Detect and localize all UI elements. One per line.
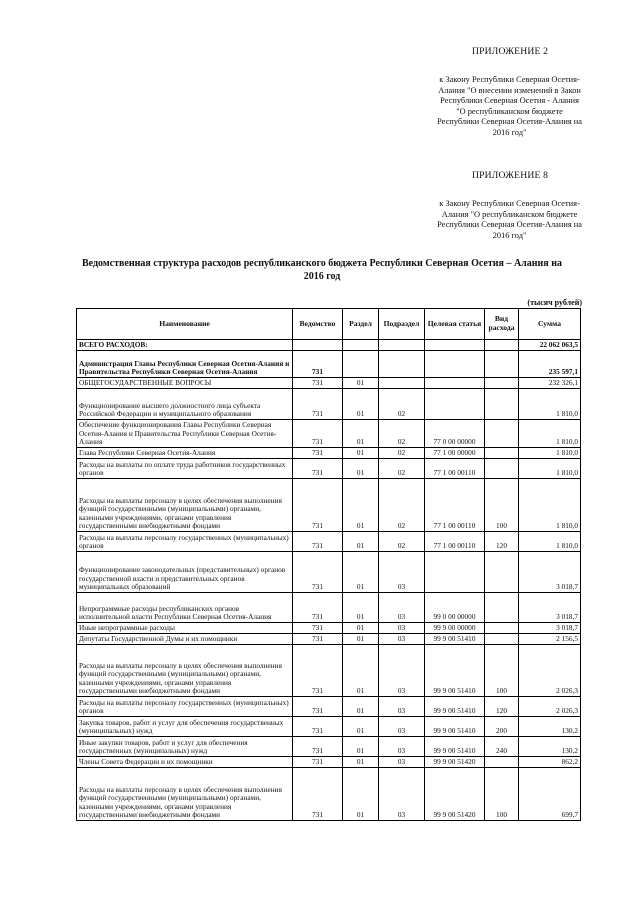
cell-section: 01 — [343, 378, 379, 389]
cell-amount: 1 810,0 — [519, 389, 581, 420]
cell-target-article — [425, 552, 485, 593]
header-subsection: Подраздел — [379, 309, 425, 340]
cell-expense-type: 100 — [485, 645, 519, 697]
cell-name: Иные непрограммные расходы — [77, 623, 293, 634]
table-row — [77, 552, 581, 593]
cell-name: Расходы на выплаты персоналу в целях обеспечения выполнения функций государственными (муниципальными) органами, казенными учреждениями, органами управления государственными внебюджетными фондами — [77, 645, 293, 697]
cell-expense-type: 200 — [485, 717, 519, 737]
cell-subsection: 02 — [379, 459, 425, 479]
table-row — [77, 532, 581, 552]
cell-subsection: 03 — [379, 768, 425, 821]
cell-target-article: 99 0 00 00000 — [425, 593, 485, 623]
cell-amount: 1 810,0 — [519, 420, 581, 448]
cell-section: 01 — [343, 757, 379, 768]
cell-department: 731 — [293, 479, 343, 532]
cell-amount: 3 018,7 — [519, 593, 581, 623]
cell-expense-type — [485, 351, 519, 378]
table-row — [77, 420, 581, 448]
cell-expense-type — [485, 623, 519, 634]
cell-target-article — [425, 351, 485, 378]
cell-amount: 1 810,0 — [519, 479, 581, 532]
cell-subsection: 02 — [379, 420, 425, 448]
cell-section: 01 — [343, 634, 379, 645]
table-row — [77, 459, 581, 479]
cell-department: 731 — [293, 623, 343, 634]
table-header-row — [77, 309, 581, 340]
cell-name: Расходы на выплаты по оплате труда работников государственных органов — [77, 459, 293, 479]
cell-section: 01 — [343, 459, 379, 479]
cell-name: Администрация Главы Республики Северная Осетия-Алания и Правительства Республики Северная Осетия-Алания — [77, 351, 293, 378]
cell-department: 731 — [293, 459, 343, 479]
appendix-2-line: Республики Северная Осетия - Алания — [440, 96, 579, 106]
cell-section: 01 — [343, 645, 379, 697]
cell-subsection: 03 — [379, 737, 425, 757]
table-row — [77, 448, 581, 459]
cell-section: 01 — [343, 532, 379, 552]
cell-name: Расходы на выплаты персоналу в целях обеспечения выполнения функций государственными (муниципальными) органами, казенными учреждениями, органами управления государственными внебюджетными фондами — [77, 479, 293, 532]
cell-name: Расходы на выплаты персоналу государственных (муниципальных) органов — [77, 697, 293, 717]
cell-department: 731 — [293, 532, 343, 552]
cell-department: 731 — [293, 351, 343, 378]
cell-target-article — [425, 389, 485, 420]
table-row — [77, 340, 581, 351]
cell-subsection: 03 — [379, 634, 425, 645]
cell-amount: 3 018,7 — [519, 623, 581, 634]
table-row — [77, 389, 581, 420]
cell-subsection: 03 — [379, 757, 425, 768]
cell-section: 01 — [343, 593, 379, 623]
cell-section: 01 — [343, 737, 379, 757]
cell-amount: 2 026,3 — [519, 645, 581, 697]
cell-amount: 862,2 — [519, 757, 581, 768]
cell-expense-type — [485, 757, 519, 768]
cell-department: 731 — [293, 717, 343, 737]
appendix-8-line: Алания "О республиканском бюджете — [441, 209, 578, 219]
cell-target-article: 99 9 00 51420 — [425, 757, 485, 768]
cell-section: 01 — [343, 717, 379, 737]
cell-expense-type: 240 — [485, 737, 519, 757]
cell-department: 731 — [293, 448, 343, 459]
cell-amount: 3 018,7 — [519, 552, 581, 593]
appendix-2-line: Алания "О внесении изменений в Закон — [438, 85, 581, 95]
cell-name: Расходы на выплаты персоналу государственных (муниципальных) органов — [77, 532, 293, 552]
cell-expense-type — [485, 378, 519, 389]
cell-amount: 1 810,0 — [519, 459, 581, 479]
cell-amount: 130,2 — [519, 717, 581, 737]
table-row — [77, 593, 581, 623]
cell-target-article: 99 9 00 51410 — [425, 697, 485, 717]
cell-subsection: 03 — [379, 645, 425, 697]
appendix-2-line: "О республиканском бюджете — [456, 106, 563, 116]
cell-section: 01 — [343, 552, 379, 593]
cell-amount: 699,7 — [519, 768, 581, 821]
cell-target-article: 77 1 00 00110 — [425, 459, 485, 479]
cell-expense-type — [485, 593, 519, 623]
expenditure-table — [76, 308, 581, 821]
cell-target-article: 99 9 00 51410 — [425, 717, 485, 737]
cell-section: 01 — [343, 768, 379, 821]
cell-amount: 2 026,3 — [519, 697, 581, 717]
cell-section — [343, 340, 379, 351]
appendix-8-label: ПРИЛОЖЕНИЕ 8 — [472, 170, 549, 181]
cell-expense-type — [485, 420, 519, 448]
appendix-8-line: 2016 год" — [492, 230, 527, 240]
cell-target-article — [425, 378, 485, 389]
cell-section: 01 — [343, 448, 379, 459]
cell-expense-type — [485, 634, 519, 645]
cell-expense-type: 100 — [485, 479, 519, 532]
cell-subsection — [379, 340, 425, 351]
cell-expense-type — [485, 389, 519, 420]
cell-target-article: 99 9 00 51420 — [425, 768, 485, 821]
cell-amount: 2 156,5 — [519, 634, 581, 645]
header-department: Ведомство — [293, 309, 343, 340]
cell-subsection: 03 — [379, 552, 425, 593]
cell-department: 731 — [293, 634, 343, 645]
table-row — [77, 623, 581, 634]
cell-department: 731 — [293, 593, 343, 623]
header-name: Наименование — [77, 309, 293, 340]
appendix-8-line: к Закону Республики Северная Осетия- — [439, 199, 580, 208]
table-row — [77, 737, 581, 757]
table-row — [77, 757, 581, 768]
cell-target-article: 99 9 00 51410 — [425, 645, 485, 697]
cell-subsection: 03 — [379, 593, 425, 623]
cell-name: Функционирование законодательных (представительных) органов государственной власти и представительных органов муниципальных образований — [77, 552, 293, 593]
cell-expense-type — [485, 448, 519, 459]
cell-name: Члены Совета Федерации и их помощники — [77, 757, 293, 768]
table-row — [77, 768, 581, 821]
cell-name: Депутаты Государственной Думы и их помощники — [77, 634, 293, 645]
cell-department: 731 — [293, 757, 343, 768]
cell-department: 731 — [293, 378, 343, 389]
cell-department: 731 — [293, 645, 343, 697]
cell-expense-type — [485, 340, 519, 351]
appendix-2-line: к Закону Республики Северная Осетия- — [439, 75, 580, 84]
cell-name: Иные закупки товаров, работ и услуг для обеспечения государственных (муниципальных) нужд — [77, 737, 293, 757]
table-row — [77, 717, 581, 737]
cell-name: Функционирование высшего должностного лица субъекта Российской Федерации и муниципального образования — [77, 389, 293, 420]
units-label: (тысяч рублей) — [527, 298, 582, 307]
table-row — [77, 351, 581, 378]
cell-section: 01 — [343, 479, 379, 532]
table-row — [77, 479, 581, 532]
cell-subsection: 02 — [379, 448, 425, 459]
cell-department — [293, 340, 343, 351]
cell-section — [343, 351, 379, 378]
cell-name: Обеспечение функционирования Главы Республики Северная Осетия-Алания и Правительства Республики Северная Осетия-Алания — [77, 420, 293, 448]
cell-department: 731 — [293, 697, 343, 717]
table-row — [77, 697, 581, 717]
cell-name: Закупка товаров, работ и услуг для обеспечения государственных (муниципальных) нужд — [77, 717, 293, 737]
cell-department: 731 — [293, 552, 343, 593]
cell-name: ОБЩЕГОСУДАРСТВЕННЫЕ ВОПРОСЫ — [77, 378, 293, 389]
cell-target-article: 99 9 00 51410 — [425, 737, 485, 757]
cell-subsection — [379, 351, 425, 378]
cell-section: 01 — [343, 623, 379, 634]
cell-amount: 235 597,1 — [519, 351, 581, 378]
cell-amount: 1 810,0 — [519, 532, 581, 552]
header-expense-type: Вид расхода — [485, 309, 519, 340]
appendix-8-line: Республики Северная Осетия-Алания на — [437, 220, 582, 230]
header-section: Раздел — [343, 309, 379, 340]
appendix-8-text — [437, 199, 582, 241]
table-row — [77, 378, 581, 389]
cell-target-article: 77 0 00 00000 — [425, 420, 485, 448]
cell-section: 01 — [343, 389, 379, 420]
cell-expense-type: 120 — [485, 532, 519, 552]
table-row — [77, 645, 581, 697]
cell-subsection: 03 — [379, 623, 425, 634]
cell-target-article: 77 1 00 00110 — [425, 479, 485, 532]
cell-amount: 1 810,0 — [519, 448, 581, 459]
cell-expense-type — [485, 552, 519, 593]
cell-name: Расходы на выплаты персоналу в целях обеспечения выполнения функций государственными (муниципальными) органами, казенными учреждениями, органами управления государственными внебюджетными фондами — [77, 768, 293, 821]
header-target-article: Целевая статья — [425, 309, 485, 340]
appendix-2-line: Республики Северная Осетия-Алания на — [437, 117, 582, 127]
table-row — [77, 634, 581, 645]
cell-name: Непрограммные расходы республиканских органов исполнительной власти Республики Северная Осетия-Алания — [77, 593, 293, 623]
cell-name: Глава Республики Северная Осетия-Алания — [77, 448, 293, 459]
document-title: Ведомственная структура расходов республиканского бюджета Республики Северная Осетия – Алания на 2016 год — [82, 258, 562, 282]
cell-name: ВСЕГО РАСХОДОВ: — [77, 340, 293, 351]
appendix-2-line: 2016 год" — [492, 127, 527, 137]
cell-department: 731 — [293, 389, 343, 420]
cell-subsection: 03 — [379, 697, 425, 717]
cell-department: 731 — [293, 737, 343, 757]
cell-expense-type: 120 — [485, 697, 519, 717]
cell-amount: 130,2 — [519, 737, 581, 757]
appendix-2-text — [437, 75, 582, 139]
cell-subsection: 02 — [379, 389, 425, 420]
cell-subsection: 02 — [379, 532, 425, 552]
cell-subsection — [379, 378, 425, 389]
cell-section: 01 — [343, 697, 379, 717]
appendix-2-label: ПРИЛОЖЕНИЕ 2 — [472, 46, 549, 57]
cell-amount: 232 326,1 — [519, 378, 581, 389]
cell-department: 731 — [293, 768, 343, 821]
cell-target-article: 99 9 00 00000 — [425, 623, 485, 634]
cell-subsection: 03 — [379, 717, 425, 737]
cell-section: 01 — [343, 420, 379, 448]
cell-target-article: 77 1 00 00110 — [425, 532, 485, 552]
cell-subsection: 02 — [379, 479, 425, 532]
header-amount: Сумма — [519, 309, 581, 340]
cell-target-article: 77 1 00 00000 — [425, 448, 485, 459]
cell-expense-type: 100 — [485, 768, 519, 821]
cell-target-article: 99 9 00 51410 — [425, 634, 485, 645]
cell-department: 731 — [293, 420, 343, 448]
cell-expense-type — [485, 459, 519, 479]
cell-target-article — [425, 340, 485, 351]
cell-amount: 22 062 063,5 — [519, 340, 581, 351]
